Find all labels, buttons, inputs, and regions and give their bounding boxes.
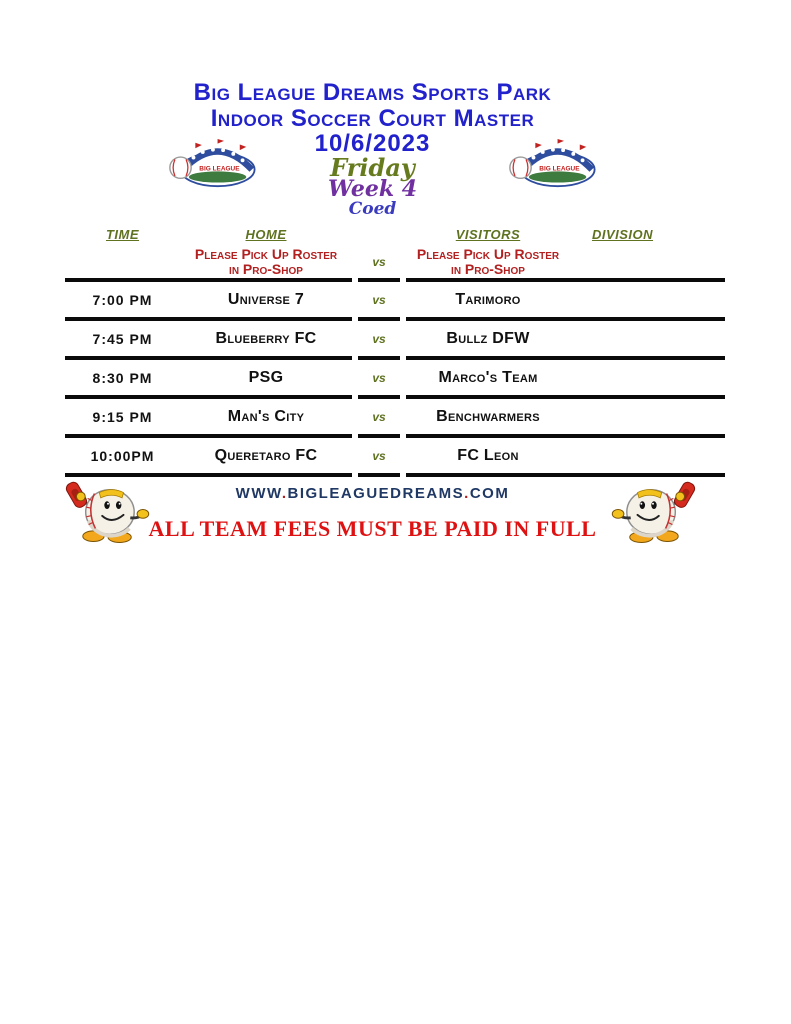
table-row: [65, 399, 725, 438]
game-time: 7:00 PM: [92, 291, 153, 308]
page-title: Big League Dreams Sports Park: [193, 79, 552, 106]
column-header-home: HOME: [245, 227, 287, 242]
schedule-table: [65, 223, 725, 477]
roster-notice-visitors: Please Pick Up Roster in Pro-Shop: [416, 246, 560, 277]
roster-notice-home: Please Pick Up Roster in Pro-Shop: [194, 246, 338, 277]
day-label: Friday: [330, 153, 415, 182]
fees-notice: ALL TEAM FEES MUST BE PAID IN FULL: [148, 516, 597, 541]
schedule-date: 10/6/2023: [314, 130, 431, 157]
week-label: Week 4: [327, 176, 418, 202]
baseball-phone-mascot-icon: [64, 479, 152, 543]
column-header-visitors: VISITORS: [455, 227, 521, 242]
svg-text:BIG LEAGUE: BIG LEAGUE: [199, 165, 240, 173]
visitor-team: FC Leon: [457, 446, 519, 464]
baseball-phone-mascot-icon: [609, 479, 697, 543]
visitor-team: Marco's Team: [438, 368, 538, 386]
stadium-logo-icon: [167, 139, 257, 189]
vs-label: vs: [372, 331, 386, 346]
website-text: WWW.BIGLEAGUEDREAMS.COM: [235, 485, 510, 502]
svg-text:BIG LEAGUE: BIG LEAGUE: [539, 165, 580, 173]
column-header-row: [65, 223, 725, 246]
home-team: Queretaro FC: [214, 446, 318, 464]
home-team: Man's City: [227, 407, 305, 425]
home-team: PSG: [248, 368, 284, 386]
visitor-team: Bullz DFW: [446, 329, 530, 347]
visitor-team: Benchwarmers: [436, 407, 540, 425]
column-header-division: DIVISION: [591, 227, 654, 242]
league-label: Coed: [348, 199, 397, 219]
game-time: 7:45 PM: [92, 330, 153, 347]
home-team: Blueberry FC: [215, 329, 317, 347]
table-row: [65, 321, 725, 360]
visitor-team: Tarimoro: [455, 290, 521, 308]
vs-label: vs: [372, 292, 386, 307]
table-row: [65, 282, 725, 321]
game-time: 9:15 PM: [92, 408, 153, 425]
vs-label: vs: [372, 448, 386, 463]
roster-notice-row: [65, 246, 725, 282]
home-team: Universe 7: [227, 290, 305, 308]
table-row: [65, 360, 725, 399]
footer: [0, 477, 745, 567]
vs-label: vs: [372, 255, 386, 269]
header: [0, 0, 745, 219]
game-time: 8:30 PM: [92, 369, 153, 386]
table-row: [65, 438, 725, 477]
column-header-time: TIME: [105, 227, 140, 242]
page-subtitle: Indoor Soccer Court Master: [210, 105, 535, 132]
vs-label: vs: [372, 370, 386, 385]
game-time: 10:00PM: [90, 447, 155, 464]
stadium-logo-icon: [507, 139, 597, 189]
vs-label: vs: [372, 409, 386, 424]
